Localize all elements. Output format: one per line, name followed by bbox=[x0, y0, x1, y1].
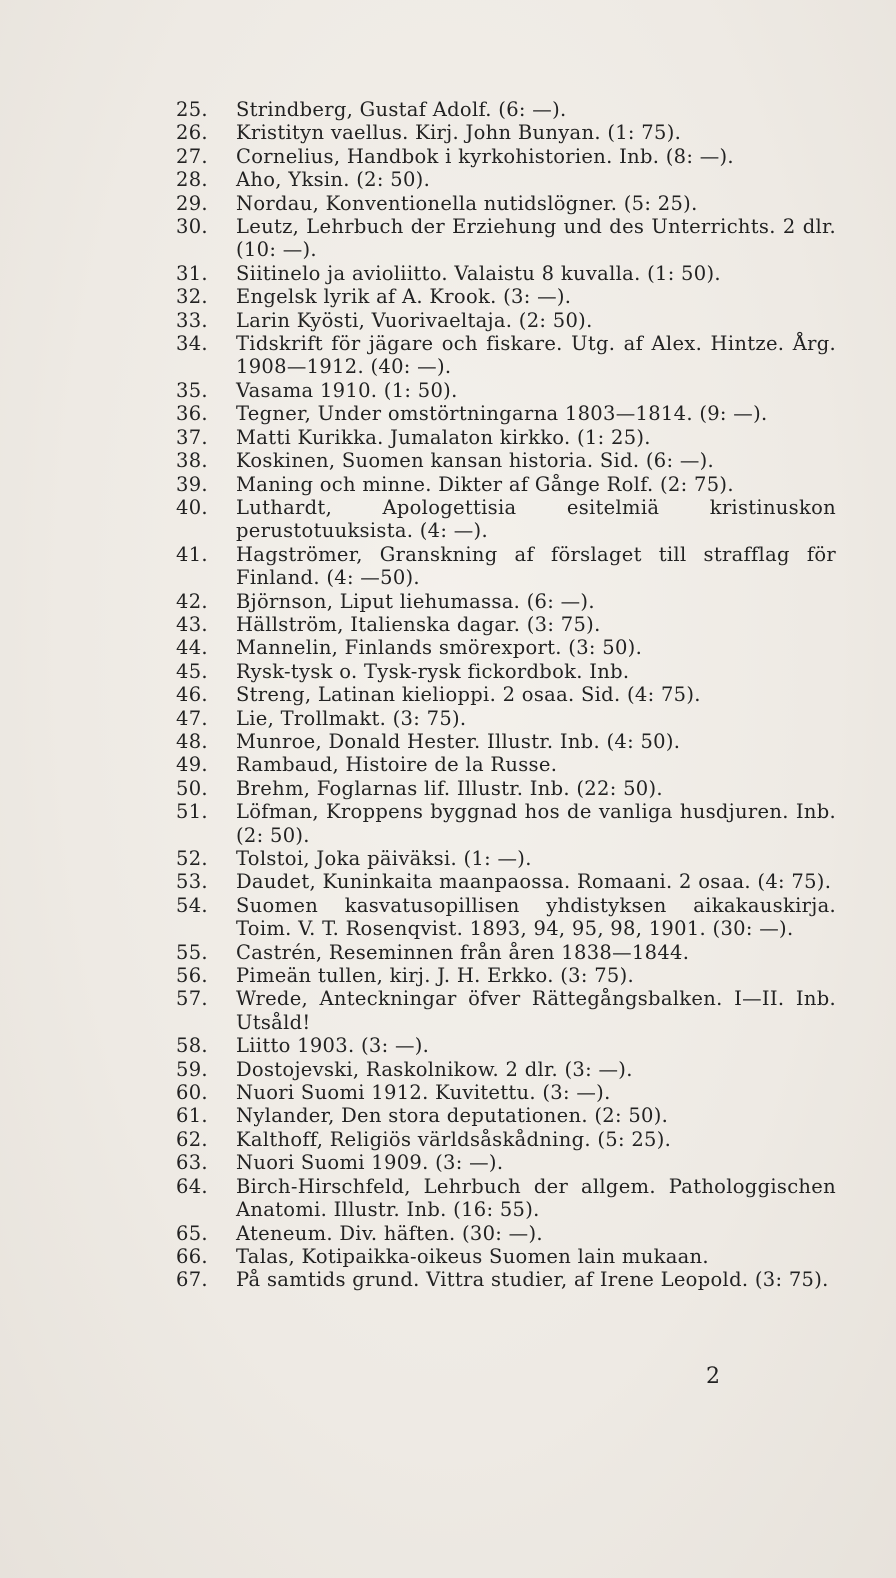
entry-text: Ateneum. Div. häften. (30: —). bbox=[236, 1221, 543, 1245]
list-item bbox=[176, 542, 836, 590]
list-item bbox=[176, 1221, 836, 1245]
entry-number: 62. bbox=[176, 1127, 208, 1151]
list-item bbox=[176, 964, 836, 988]
entry-text: Nuori Suomi 1912. Kuvitettu. (3: —). bbox=[236, 1081, 611, 1105]
entry-text: Löfman, Kroppens byggnad hos de vanliga husdjuren. Inb. (2: 50). bbox=[236, 800, 836, 847]
entry-number: 55. bbox=[176, 940, 208, 964]
entry-text: Nylander, Den stora deputationen. (2: 50). bbox=[236, 1104, 669, 1128]
entry-text: Maning och minne. Dikter af Gånge Rolf. (2: 75). bbox=[236, 472, 734, 496]
entry-text: Luthardt, Apologettisia esitelmiä kristinuskon perustotuuksista. (4: —). bbox=[236, 495, 836, 543]
entry-number: 26. bbox=[176, 121, 208, 145]
entry-text: Lie, Trollmakt. (3: 75). bbox=[236, 706, 467, 730]
entry-text: Hällström, Italienska dagar. (3: 75). bbox=[236, 612, 601, 636]
entry-number: 53. bbox=[176, 870, 208, 894]
list-item bbox=[176, 1151, 836, 1175]
entry-text: Björnson, Liput liehumassa. (6: —). bbox=[236, 589, 595, 613]
entry-number: 38. bbox=[176, 449, 208, 473]
entry-number: 27. bbox=[176, 144, 208, 168]
list-item bbox=[176, 659, 836, 683]
entry-text: Strindberg, Gustaf Adolf. (6: —). bbox=[236, 98, 567, 121]
list-item bbox=[176, 870, 836, 894]
entry-text: Liitto 1903. (3: —). bbox=[236, 1034, 430, 1058]
entry-number: 52. bbox=[176, 847, 208, 870]
entry-text: Tegner, Under omstörtningarna 1803—1814. (9: —). bbox=[236, 402, 768, 426]
entry-text: Pimeän tullen, kirj. J. H. Erkko. (3: 75). bbox=[236, 964, 635, 988]
list-item bbox=[176, 495, 836, 543]
entry-text: Daudet, Kuninkaita maanpaossa. Romaani. 2 osaa. (4: 75). bbox=[236, 870, 832, 894]
entry-number: 60. bbox=[176, 1081, 208, 1105]
entry-number: 66. bbox=[176, 1244, 208, 1268]
list-item bbox=[176, 893, 836, 941]
entry-number: 29. bbox=[176, 191, 208, 215]
entry-number: 43. bbox=[176, 612, 208, 636]
entry-number: 33. bbox=[176, 308, 208, 332]
entry-number: 54. bbox=[176, 893, 208, 917]
list-item bbox=[176, 191, 836, 215]
entry-text: Rysk-tysk o. Tysk-rysk fickordbok. Inb. bbox=[236, 659, 630, 683]
entry-text: Kalthoff, Religiös världsåskådning. (5: 25). bbox=[236, 1127, 672, 1151]
entry-text: Birch-Hirschfeld, Lehrbuch der allgem. Pathologgischen Anatomi. Illustr. Inb. (16: 55). bbox=[236, 1174, 836, 1222]
entry-number: 59. bbox=[176, 1057, 208, 1081]
list-item bbox=[176, 98, 836, 121]
entry-text: Tolstoi, Joka päiväksi. (1: —). bbox=[236, 847, 532, 870]
list-item bbox=[176, 425, 836, 449]
entry-text: Kristityn vaellus. Kirj. John Bunyan. (1: 75). bbox=[236, 121, 682, 145]
entry-number: 48. bbox=[176, 729, 208, 753]
entry-text: Leutz, Lehrbuch der Erziehung und des Unterrichts. 2 dlr. (10: —). bbox=[236, 215, 836, 262]
entry-text: Streng, Latinan kielioppi. 2 osaa. Sid. (4: 75). bbox=[236, 683, 701, 707]
list-item bbox=[176, 1081, 836, 1105]
entry-text: Tidskrift för jägare och fiskare. Utg. af Alex. Hintze. Årg. 1908—1912. (40: —). bbox=[236, 332, 836, 379]
entry-number: 56. bbox=[176, 964, 208, 988]
entry-text: Koskinen, Suomen kansan historia. Sid. (6: —). bbox=[236, 449, 715, 473]
entry-text: Brehm, Foglarnas lif. Illustr. Inb. (22: 50). bbox=[236, 776, 663, 800]
entry-number: 39. bbox=[176, 472, 208, 496]
entry-number: 30. bbox=[176, 215, 208, 239]
entry-number: 51. bbox=[176, 800, 208, 824]
list-item bbox=[176, 261, 836, 285]
entry-text: Castrén, Reseminnen från åren 1838—1844. bbox=[236, 940, 690, 964]
entry-text: Cornelius, Handbok i kyrkohistorien. Inb. (8: —). bbox=[236, 144, 734, 168]
entry-number: 49. bbox=[176, 753, 208, 777]
entry-text: Munroe, Donald Hester. Illustr. Inb. (4: 50). bbox=[236, 729, 681, 753]
list-item bbox=[176, 612, 836, 636]
page-number: 2 bbox=[706, 1364, 720, 1389]
entry-text: Rambaud, Histoire de la Russe. bbox=[236, 753, 558, 777]
entry-text: Dostojevski, Raskolnikow. 2 dlr. (3: —). bbox=[236, 1057, 633, 1081]
list-item bbox=[176, 168, 836, 192]
entry-text: Nordau, Konventionella nutidslögner. (5: 25). bbox=[236, 191, 698, 215]
entry-text: Siitinelo ja avioliitto. Valaistu 8 kuvalla. (1: 50). bbox=[236, 261, 721, 285]
list-item bbox=[176, 753, 836, 777]
entry-number: 31. bbox=[176, 261, 208, 285]
entry-number: 47. bbox=[176, 706, 208, 730]
entry-number: 25. bbox=[176, 98, 208, 121]
entry-number: 65. bbox=[176, 1221, 208, 1245]
list-item bbox=[176, 402, 836, 426]
list-item bbox=[176, 121, 836, 145]
list-item bbox=[176, 706, 836, 730]
entry-number: 37. bbox=[176, 425, 208, 449]
entry-text: Suomen kasvatusopillisen yhdistyksen aikakauskirja. Toim. V. T. Rosenqvist. 1893, 94, 95, 98, 1901. (30: —). bbox=[236, 893, 836, 941]
catalog-list bbox=[176, 98, 836, 1292]
list-item bbox=[176, 1034, 836, 1058]
entry-number: 35. bbox=[176, 378, 208, 402]
entry-number: 45. bbox=[176, 659, 208, 683]
entry-number: 46. bbox=[176, 683, 208, 707]
entry-text: Matti Kurikka. Jumalaton kirkko. (1: 25). bbox=[236, 425, 651, 449]
list-item bbox=[176, 472, 836, 496]
list-item bbox=[176, 332, 836, 379]
list-item bbox=[176, 285, 836, 309]
list-item bbox=[176, 847, 836, 870]
entry-number: 41. bbox=[176, 542, 208, 566]
list-item bbox=[176, 1244, 836, 1268]
entry-number: 28. bbox=[176, 168, 208, 192]
list-item bbox=[176, 589, 836, 613]
list-item bbox=[176, 987, 836, 1034]
entry-text: Hagströmer, Granskning af förslaget till strafflag för Finland. (4: —50). bbox=[236, 542, 836, 590]
list-item bbox=[176, 800, 836, 847]
entry-number: 42. bbox=[176, 589, 208, 613]
entry-number: 36. bbox=[176, 402, 208, 426]
entry-number: 63. bbox=[176, 1151, 208, 1175]
entry-number: 40. bbox=[176, 495, 208, 519]
list-item bbox=[176, 1057, 836, 1081]
entry-text: På samtids grund. Vittra studier, af Irene Leopold. (3: 75). bbox=[236, 1268, 829, 1292]
list-item bbox=[176, 776, 836, 800]
entry-text: Mannelin, Finlands smörexport. (3: 50). bbox=[236, 636, 643, 660]
list-item bbox=[176, 449, 836, 473]
entry-number: 50. bbox=[176, 776, 208, 800]
list-item bbox=[176, 1174, 836, 1222]
list-item bbox=[176, 215, 836, 262]
entry-number: 64. bbox=[176, 1174, 208, 1198]
list-item bbox=[176, 729, 836, 753]
entry-number: 34. bbox=[176, 332, 208, 356]
list-item bbox=[176, 378, 836, 402]
entry-text: Wrede, Anteckningar öfver Rättegångsbalken. I—II. Inb. Utsåld! bbox=[236, 987, 836, 1034]
entry-number: 44. bbox=[176, 636, 208, 660]
entry-text: Aho, Yksin. (2: 50). bbox=[236, 168, 431, 192]
list-item bbox=[176, 683, 836, 707]
entry-number: 58. bbox=[176, 1034, 208, 1058]
entry-text: Engelsk lyrik af A. Krook. (3: —). bbox=[236, 285, 572, 309]
list-item bbox=[176, 144, 836, 168]
entry-number: 61. bbox=[176, 1104, 208, 1128]
list-item bbox=[176, 636, 836, 660]
list-item bbox=[176, 1104, 836, 1128]
entry-text: Talas, Kotipaikka-oikeus Suomen lain mukaan. bbox=[236, 1244, 709, 1268]
entry-number: 57. bbox=[176, 987, 208, 1011]
list-item bbox=[176, 308, 836, 332]
list-item bbox=[176, 1268, 836, 1292]
entry-number: 67. bbox=[176, 1268, 208, 1292]
entry-text: Vasama 1910. (1: 50). bbox=[236, 378, 458, 402]
list-item bbox=[176, 1127, 836, 1151]
entry-number: 32. bbox=[176, 285, 208, 309]
entry-text: Larin Kyösti, Vuorivaeltaja. (2: 50). bbox=[236, 308, 593, 332]
entry-text: Nuori Suomi 1909. (3: —). bbox=[236, 1151, 504, 1175]
list-item bbox=[176, 940, 836, 964]
